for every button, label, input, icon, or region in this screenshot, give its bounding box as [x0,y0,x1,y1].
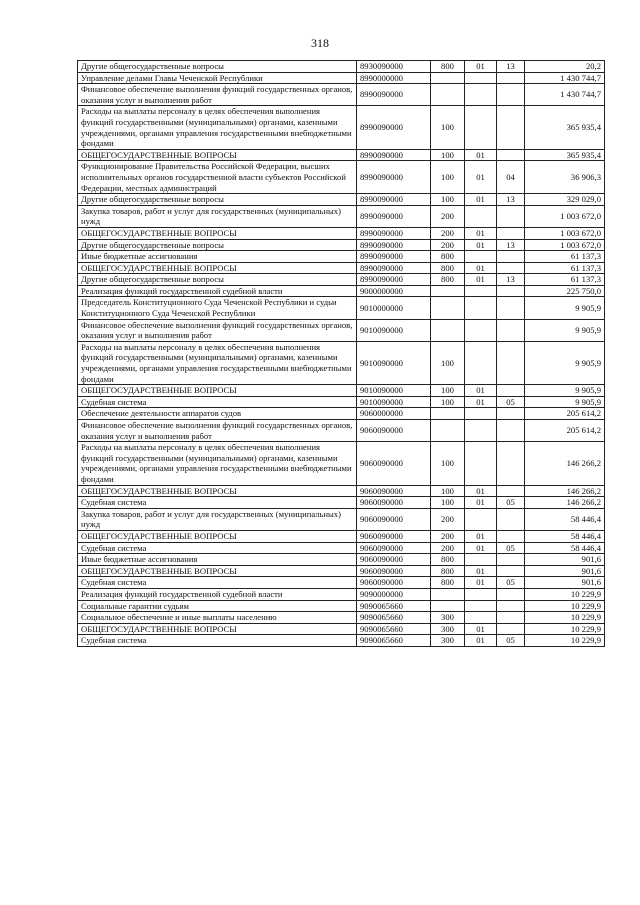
table-row [78,600,605,612]
row-section [465,508,497,530]
row-amount: 10 229,9 [525,600,605,612]
row-name: Социальные гарантии судьям [78,600,357,612]
row-expense-type: 200 [431,205,465,227]
row-amount: 146 266,2 [525,497,605,509]
row-name: Иные бюджетные ассигнования [78,554,357,566]
row-subsection [497,205,525,227]
table-row [78,385,605,397]
row-code: 8990090000 [357,205,431,227]
row-section [465,341,497,384]
row-section: 01 [465,565,497,577]
row-section: 01 [465,396,497,408]
row-code: 9090065660 [357,612,431,624]
row-code: 9090065660 [357,623,431,635]
row-name: Управление делами Главы Чеченской Республики [78,72,357,84]
row-amount: 9 905,9 [525,297,605,319]
row-section: 01 [465,149,497,161]
row-code: 9060090000 [357,565,431,577]
row-expense-type: 100 [431,149,465,161]
row-name: Судебная система [78,542,357,554]
row-amount: 10 229,9 [525,588,605,600]
table-row [78,72,605,84]
row-subsection [497,508,525,530]
row-expense-type: 100 [431,385,465,397]
table-row [78,396,605,408]
row-amount: 20,2 [525,61,605,73]
row-code: 8990090000 [357,262,431,274]
table-row [78,577,605,589]
row-code: 9060090000 [357,530,431,542]
row-name: Судебная система [78,497,357,509]
row-code: 8990090000 [357,106,431,149]
row-expense-type: 100 [431,497,465,509]
row-amount: 9 905,9 [525,341,605,384]
row-subsection [497,623,525,635]
table-row [78,227,605,239]
row-code: 9010090000 [357,396,431,408]
row-code: 8990090000 [357,239,431,251]
row-section: 01 [465,530,497,542]
row-subsection [497,285,525,297]
row-code: 8990090000 [357,84,431,106]
row-name: Другие общегосударственные вопросы [78,194,357,206]
row-section: 01 [465,542,497,554]
row-section [465,408,497,420]
row-amount: 329 029,0 [525,194,605,206]
row-amount: 10 229,9 [525,635,605,647]
row-code: 9060090000 [357,420,431,442]
row-subsection [497,600,525,612]
row-code: 8990090000 [357,194,431,206]
row-name: Расходы на выплаты персоналу в целях обеспечения выполнения функций государственными (муниципальными) органами, казенными учреждениями, органами управления государственными внебюджетными фондами [78,442,357,485]
row-name: ОБЩЕГОСУДАРСТВЕННЫЕ ВОПРОСЫ [78,385,357,397]
row-expense-type: 100 [431,341,465,384]
row-amount: 58 446,4 [525,542,605,554]
row-name: Социальное обеспечение и иные выплаты населению [78,612,357,624]
row-code: 9060090000 [357,485,431,497]
row-name: ОБЩЕГОСУДАРСТВЕННЫЕ ВОПРОСЫ [78,530,357,542]
row-subsection [497,227,525,239]
row-subsection: 05 [497,635,525,647]
row-subsection: 05 [497,396,525,408]
table-row [78,530,605,542]
row-name: Судебная система [78,635,357,647]
budget-table [77,60,605,647]
row-amount: 58 446,4 [525,508,605,530]
row-subsection [497,84,525,106]
row-code: 9090065660 [357,635,431,647]
row-code: 9060090000 [357,442,431,485]
row-amount: 61 137,3 [525,262,605,274]
table-row [78,588,605,600]
table-row [78,239,605,251]
row-amount: 61 137,3 [525,274,605,286]
row-expense-type: 200 [431,530,465,542]
row-code: 8990090000 [357,149,431,161]
row-expense-type [431,408,465,420]
row-subsection [497,565,525,577]
table-row [78,285,605,297]
table-row [78,554,605,566]
row-amount: 205 614,2 [525,408,605,420]
row-name: Иные бюджетные ассигнования [78,251,357,263]
row-subsection [497,341,525,384]
row-subsection [497,149,525,161]
row-section [465,554,497,566]
table-row [78,635,605,647]
row-subsection [497,385,525,397]
row-code: 9090000000 [357,588,431,600]
row-subsection [497,420,525,442]
row-section [465,600,497,612]
row-subsection [497,408,525,420]
row-expense-type [431,84,465,106]
row-section [465,588,497,600]
row-subsection: 05 [497,577,525,589]
row-section [465,285,497,297]
row-subsection: 04 [497,161,525,194]
row-subsection [497,106,525,149]
row-expense-type [431,285,465,297]
row-section: 01 [465,61,497,73]
row-name: Другие общегосударственные вопросы [78,239,357,251]
row-amount: 901,6 [525,577,605,589]
row-section [465,72,497,84]
row-amount: 9 905,9 [525,385,605,397]
row-amount: 10 229,9 [525,612,605,624]
row-code: 9060090000 [357,508,431,530]
row-expense-type: 100 [431,442,465,485]
row-amount: 901,6 [525,554,605,566]
row-code: 9010090000 [357,341,431,384]
row-amount: 9 905,9 [525,319,605,341]
row-name: ОБЩЕГОСУДАРСТВЕННЫЕ ВОПРОСЫ [78,485,357,497]
row-expense-type [431,420,465,442]
row-section [465,442,497,485]
page-number: 318 [311,36,329,50]
table-row [78,623,605,635]
row-subsection [497,319,525,341]
row-expense-type: 100 [431,194,465,206]
row-code: 9060090000 [357,554,431,566]
row-name: ОБЩЕГОСУДАРСТВЕННЫЕ ВОПРОСЫ [78,623,357,635]
row-subsection [497,442,525,485]
row-amount: 1 430 744,7 [525,72,605,84]
row-section: 01 [465,227,497,239]
row-amount: 225 750,0 [525,285,605,297]
row-name: Обеспечение деятельности аппаратов судов [78,408,357,420]
row-expense-type [431,319,465,341]
row-code: 8990090000 [357,274,431,286]
row-subsection: 05 [497,497,525,509]
row-section [465,106,497,149]
row-name: Реализация функций государственной судебной власти [78,588,357,600]
row-expense-type [431,297,465,319]
row-expense-type: 300 [431,612,465,624]
row-subsection [497,72,525,84]
row-section: 01 [465,262,497,274]
row-expense-type: 200 [431,508,465,530]
row-expense-type [431,588,465,600]
row-name: Судебная система [78,396,357,408]
row-code: 9060090000 [357,577,431,589]
row-subsection: 05 [497,542,525,554]
row-section: 01 [465,635,497,647]
row-subsection: 13 [497,274,525,286]
row-name: Финансовое обеспечение выполнения функций государственных органов, оказания услуг и выполнения работ [78,84,357,106]
table-row [78,319,605,341]
row-section: 01 [465,385,497,397]
table-row [78,508,605,530]
row-code: 9010000000 [357,297,431,319]
row-name: Другие общегосударственные вопросы [78,61,357,73]
row-name: Председатель Конституционного Суда Чеченской Республики и судьи Конституционного Суда Чеченской Республики [78,297,357,319]
row-expense-type: 200 [431,227,465,239]
row-code: 8990090000 [357,251,431,263]
row-subsection [497,251,525,263]
row-name: Расходы на выплаты персоналу в целях обеспечения выполнения функций государственными (муниципальными) органами, казенными учреждениями, органами управления государственными внебюджетными фондами [78,341,357,384]
row-subsection: 13 [497,61,525,73]
row-expense-type: 800 [431,274,465,286]
row-section [465,251,497,263]
table-row [78,84,605,106]
row-code: 9000000000 [357,285,431,297]
row-name: ОБЩЕГОСУДАРСТВЕННЫЕ ВОПРОСЫ [78,149,357,161]
row-section: 01 [465,497,497,509]
row-amount: 365 935,4 [525,149,605,161]
row-name: ОБЩЕГОСУДАРСТВЕННЫЕ ВОПРОСЫ [78,262,357,274]
row-amount: 36 906,3 [525,161,605,194]
row-expense-type: 800 [431,262,465,274]
row-amount: 205 614,2 [525,420,605,442]
row-name: Расходы на выплаты персоналу в целях обеспечения выполнения функций государственными (муниципальными) органами, казенными учреждениями, органами управления государственными внебюджетными фондами [78,106,357,149]
row-amount: 61 137,3 [525,251,605,263]
row-code: 9010090000 [357,319,431,341]
row-subsection [497,297,525,319]
row-expense-type: 200 [431,542,465,554]
row-code: 8990000000 [357,72,431,84]
row-amount: 10 229,9 [525,623,605,635]
row-code: 8930090000 [357,61,431,73]
table-row [78,205,605,227]
row-section [465,420,497,442]
row-subsection: 13 [497,239,525,251]
table-row [78,106,605,149]
row-expense-type: 800 [431,554,465,566]
row-section: 01 [465,274,497,286]
row-expense-type: 800 [431,577,465,589]
row-subsection [497,485,525,497]
row-code: 9090065660 [357,600,431,612]
table-row [78,542,605,554]
row-amount: 1 003 672,0 [525,205,605,227]
table-row [78,274,605,286]
table-row [78,262,605,274]
row-amount: 58 446,4 [525,530,605,542]
row-amount: 901,6 [525,565,605,577]
row-name: ОБЩЕГОСУДАРСТВЕННЫЕ ВОПРОСЫ [78,565,357,577]
table-row [78,612,605,624]
row-name: Реализация функций государственной судебной власти [78,285,357,297]
row-expense-type: 200 [431,239,465,251]
table-row [78,161,605,194]
table-row [78,149,605,161]
row-amount: 146 266,2 [525,485,605,497]
row-expense-type: 300 [431,623,465,635]
row-code: 9010090000 [357,385,431,397]
row-amount: 1 003 672,0 [525,227,605,239]
table-row [78,341,605,384]
row-expense-type: 800 [431,61,465,73]
row-name: Финансовое обеспечение выполнения функций государственных органов, оказания услуг и выполнения работ [78,319,357,341]
row-expense-type: 800 [431,251,465,263]
row-expense-type: 100 [431,396,465,408]
row-name: Закупка товаров, работ и услуг для государственных (муниципальных) нужд [78,508,357,530]
row-section [465,84,497,106]
row-expense-type: 100 [431,485,465,497]
table-row [78,61,605,73]
table-row [78,565,605,577]
row-subsection [497,530,525,542]
row-section: 01 [465,485,497,497]
row-name: ОБЩЕГОСУДАРСТВЕННЫЕ ВОПРОСЫ [78,227,357,239]
row-name: Финансовое обеспечение выполнения функций государственных органов, оказания услуг и выполнения работ [78,420,357,442]
table-row [78,194,605,206]
budget-table-body [78,61,605,647]
row-expense-type: 100 [431,106,465,149]
table-row [78,251,605,263]
table-row [78,420,605,442]
row-section: 01 [465,623,497,635]
row-subsection [497,612,525,624]
row-amount: 365 935,4 [525,106,605,149]
row-expense-type [431,72,465,84]
row-section: 01 [465,239,497,251]
row-section: 01 [465,577,497,589]
row-section [465,297,497,319]
row-subsection: 13 [497,194,525,206]
row-section [465,319,497,341]
row-name: Функционирование Правительства Российской Федерации, высших исполнительных органов государственной власти субъектов Российской Федерации, местных администраций [78,161,357,194]
row-code: 9060000000 [357,408,431,420]
row-subsection [497,262,525,274]
row-name: Другие общегосударственные вопросы [78,274,357,286]
table-row [78,497,605,509]
row-amount: 146 266,2 [525,442,605,485]
row-section [465,205,497,227]
row-code: 8990090000 [357,161,431,194]
row-amount: 1 003 672,0 [525,239,605,251]
row-amount: 1 430 744,7 [525,84,605,106]
row-expense-type: 300 [431,635,465,647]
row-expense-type: 800 [431,565,465,577]
row-code: 9060090000 [357,542,431,554]
row-subsection [497,554,525,566]
row-section [465,612,497,624]
row-name: Закупка товаров, работ и услуг для государственных (муниципальных) нужд [78,205,357,227]
row-amount: 9 905,9 [525,396,605,408]
row-code: 9060090000 [357,497,431,509]
table-row [78,297,605,319]
row-subsection [497,588,525,600]
table-row [78,442,605,485]
row-section: 01 [465,161,497,194]
row-expense-type [431,600,465,612]
table-row [78,485,605,497]
table-row [78,408,605,420]
row-name: Судебная система [78,577,357,589]
row-section: 01 [465,194,497,206]
row-code: 8990090000 [357,227,431,239]
row-expense-type: 100 [431,161,465,194]
